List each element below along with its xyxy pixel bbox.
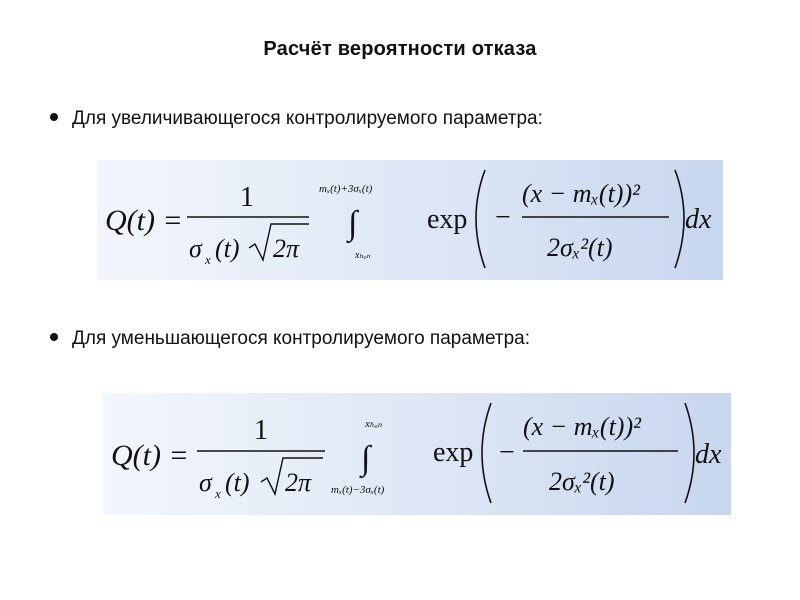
- exp-label: exp: [433, 437, 474, 468]
- exp-label: exp: [427, 204, 468, 235]
- integral-sign-icon: ∫: [361, 440, 371, 477]
- right-paren-icon: [685, 403, 694, 503]
- exp-numerator: (x − mₓ(t))²: [523, 412, 641, 441]
- denominator-subscript: x: [205, 252, 211, 267]
- formula-dx: dx: [695, 439, 722, 470]
- bullet-dot-icon: [50, 113, 58, 121]
- denominator-sigma: σ: [199, 468, 212, 497]
- right-paren-icon: [675, 170, 684, 268]
- denominator-t: (t): [225, 468, 250, 497]
- denominator-t: (t): [215, 234, 240, 263]
- integral-upper-limit: xₕₒₙ: [365, 418, 383, 430]
- bullet-dot-icon: [50, 333, 58, 341]
- integral-sign-icon: ∫: [348, 205, 358, 242]
- exp-numerator: (x − mₓ(t))²: [522, 179, 640, 208]
- formula-decreasing: [103, 393, 731, 515]
- slide-title: Расчёт вероятности отказа: [263, 38, 537, 60]
- exp-minus: −: [499, 437, 515, 468]
- exp-denominator: 2σₓ²(t): [549, 467, 615, 496]
- denominator-sigma: σ: [189, 234, 202, 263]
- bullet-text: Для увеличивающегося контролируемого параметра:: [72, 108, 543, 129]
- formula-lhs: Q(t) =: [111, 439, 189, 472]
- left-paren-icon: [482, 403, 491, 503]
- denominator-subscript: x: [215, 486, 221, 501]
- formula-svg: [103, 393, 731, 515]
- formula-lhs: Q(t) =: [105, 204, 183, 237]
- fraction-numerator: 1: [240, 182, 254, 213]
- exp-minus: −: [495, 202, 511, 233]
- integral-upper-limit: mₓ(t)+3σₓ(t): [319, 183, 373, 195]
- fraction-numerator: 1: [254, 415, 268, 446]
- formula-increasing: [97, 160, 723, 280]
- integral-lower-limit: xₕₒₙ: [355, 250, 371, 261]
- bullet-decreasing-parameter: [50, 328, 530, 350]
- denominator-sqrt-content: 2π: [285, 468, 312, 497]
- denominator-sqrt-content: 2π: [273, 234, 300, 263]
- formula-svg: [97, 160, 723, 280]
- bullet-increasing-parameter: [50, 108, 543, 130]
- left-paren-icon: [476, 170, 485, 268]
- exp-denominator: 2σₓ²(t): [547, 233, 613, 262]
- integral-lower-limit: mₓ(t)−3σₓ(t): [331, 484, 385, 496]
- bullet-text: Для уменьшающегося контролируемого параметра:: [72, 328, 531, 349]
- formula-dx: dx: [685, 204, 712, 235]
